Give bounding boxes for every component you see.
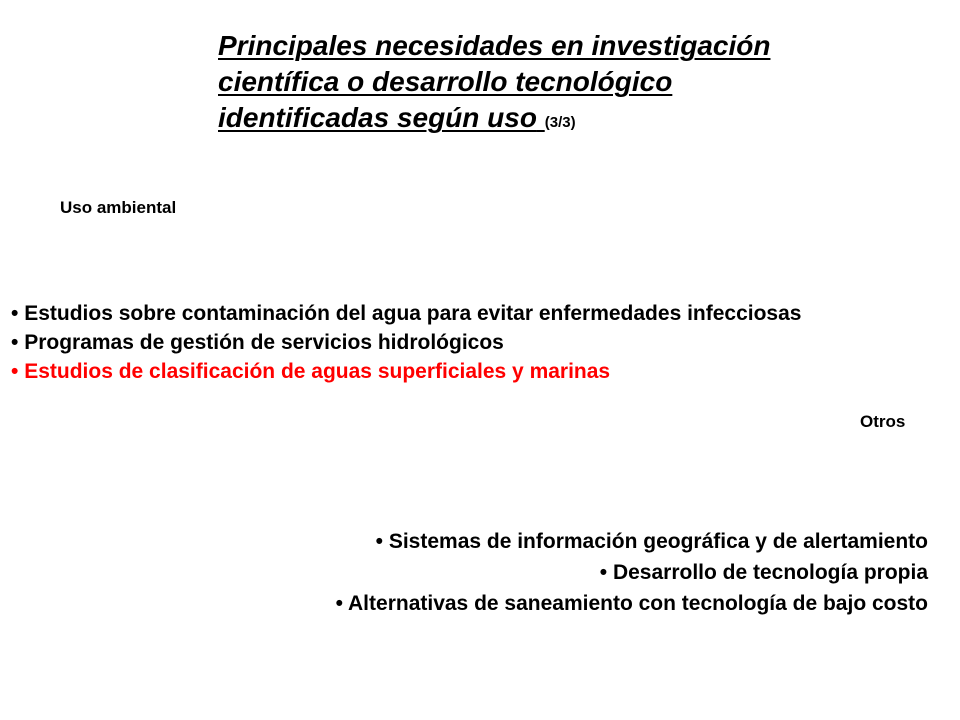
section-label-uso-ambiental: Uso ambiental [60,198,177,217]
title-line-2: científica o desarrollo tecnológico [218,66,673,97]
list-item-text: Desarrollo de tecnología propia [612,561,928,584]
list-item-text: Programas de gestión de servicios hidrológicos [24,331,504,354]
list-item [11,357,911,386]
title-line-3-text: identificadas según uso [218,102,537,133]
list-uso-ambiental [11,299,911,386]
bullet-icon: • [11,302,19,325]
bullet-icon: • [375,530,383,553]
list-item [28,557,928,588]
section-label-otros: Otros [860,412,906,431]
list-item [11,299,911,328]
title-line-3 [218,100,918,141]
list-item-text: Sistemas de información geográfica y de alertamiento [388,530,928,553]
page-title [218,28,918,141]
bullet-icon: • [11,360,19,383]
list-item [28,526,928,557]
bullet-icon: • [599,561,608,584]
title-line-1: Principales necesidades en investigación [218,30,771,61]
list-item-text: Estudios de clasificación de aguas superficiales y marinas [24,360,611,383]
list-otros [28,526,928,619]
list-item-text: Alternativas de saneamiento con tecnología de bajo costo [348,592,928,615]
list-item-text: Estudios sobre contaminación del agua para evitar enfermedades infecciosas [24,302,802,325]
title-page-indicator: (3/3) [544,114,576,131]
bullet-icon: • [335,592,343,615]
bullet-icon: • [11,331,19,354]
list-item [11,328,911,357]
list-item [28,588,928,619]
